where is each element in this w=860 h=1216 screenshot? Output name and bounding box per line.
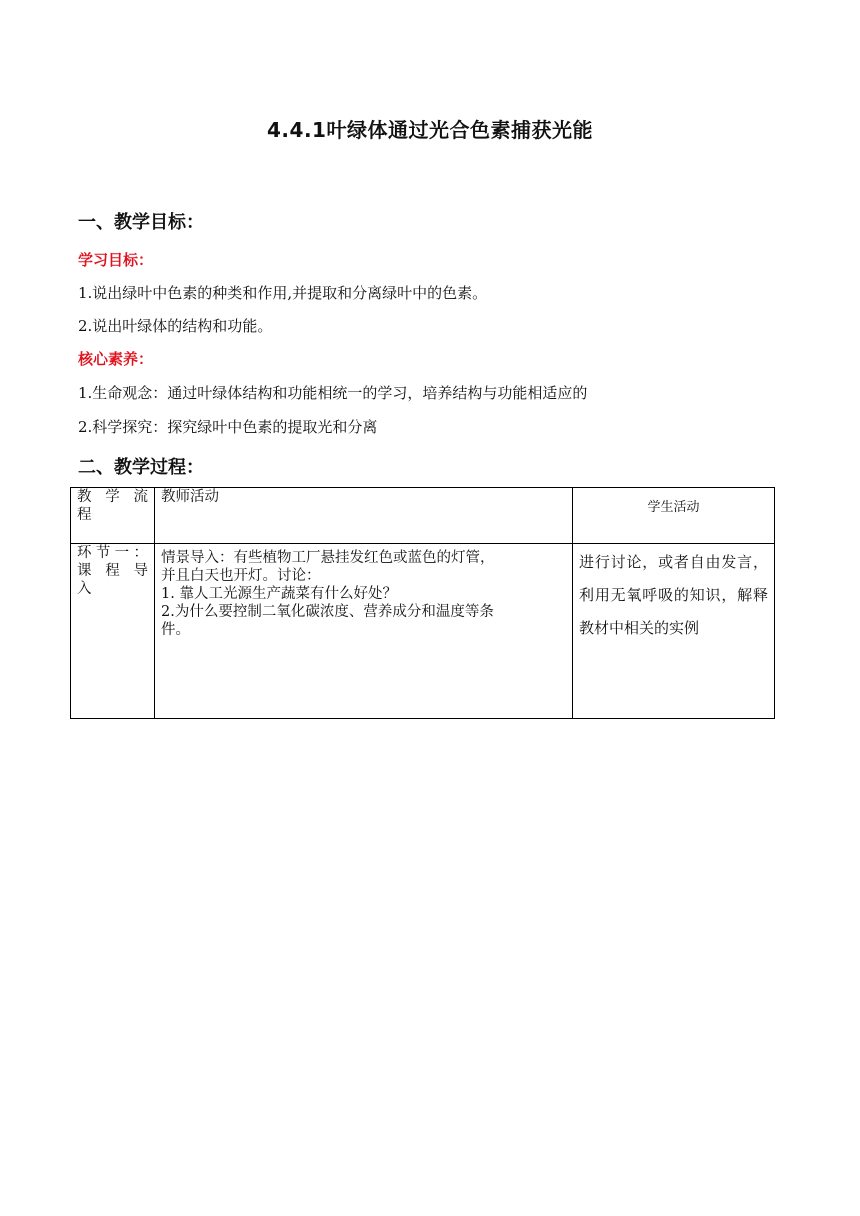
teacher-activity-cell: [155, 544, 573, 719]
teacher-activity-line: 情景导入：有些植物工厂悬挂发红色或蓝色的灯管，: [161, 550, 495, 566]
header-flow-line: 程: [77, 507, 92, 523]
core-literacy-item: 1.生命观念：通过叶绿体结构和功能相统一的学习，培养结构与功能相适应的: [78, 384, 588, 402]
core-literacy-item: 2.科学探究：探究绿叶中色素的提取光和分离: [78, 418, 378, 436]
learning-goals-label: 学习目标：: [78, 251, 154, 269]
section-heading-teaching-process: 二、教学过程：: [78, 457, 204, 478]
header-flow-line: 教 学 流: [77, 489, 148, 505]
student-activity-cell: 进行讨论，或者自由发言，利用无氧呼吸的知识，解释教材中相关的实例: [573, 544, 775, 719]
core-literacy-label: 核心素养：: [78, 350, 154, 368]
teacher-activity-line: 并且白天也开灯。讨论：: [161, 568, 321, 584]
header-cell-flow: [71, 488, 155, 544]
learning-goal-item: 2.说出叶绿体的结构和功能。: [78, 317, 273, 335]
table-header-row: [71, 488, 775, 544]
page-title: 4.4.1叶绿体通过光合色素捕获光能: [267, 118, 593, 142]
teaching-process-table: [70, 487, 775, 719]
section-heading-teaching-goals: 一、教学目标：: [78, 212, 204, 233]
learning-goal-item: 1.说出绿叶中色素的种类和作用,并提取和分离绿叶中的色素。: [78, 284, 488, 302]
flow-cell: [71, 544, 155, 719]
teacher-activity-line: 件。: [161, 622, 190, 638]
flow-line: 入: [77, 581, 92, 597]
teacher-activity-line: 2.为什么要控制二氧化碳浓度、营养成分和温度等条: [161, 604, 494, 620]
flow-line: 环节一：: [77, 545, 148, 561]
flow-line: 课 程 导: [77, 563, 148, 579]
header-cell-student: 学生活动: [573, 488, 775, 544]
teacher-activity-line: 1. 靠人工光源生产蔬菜有什么好处？: [161, 586, 397, 602]
table-row: [71, 544, 775, 719]
header-cell-teacher: 教师活动: [155, 488, 573, 544]
